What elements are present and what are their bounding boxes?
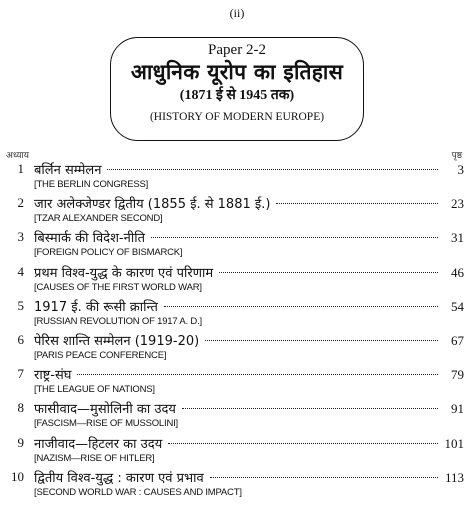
book-title-hindi: आधुनिक यूरोप का इतिहास	[130, 60, 344, 84]
chapter-subtitle: [TZAR ALEXANDER SECOND]	[34, 213, 163, 225]
chapter-number: 2	[17, 195, 24, 211]
chapter-number: 1	[17, 161, 24, 176]
page-ref: 23	[451, 196, 464, 212]
page-ref: 113	[444, 469, 464, 485]
chapter-subtitle: [FASCISM—RISE OF MUSSOLINI]	[34, 418, 178, 430]
chapter-subtitle: [THE BERLIN CONGRESS]	[34, 179, 149, 190]
dot-leader	[151, 237, 438, 238]
period-years: (1871 ई से 1945 तक)	[179, 88, 295, 103]
page-ref: 67	[451, 332, 464, 348]
page-ref: 54	[451, 298, 464, 314]
toc-entry[interactable]	[0, 365, 474, 399]
chapter-title: बिस्मार्क की विदेश-नीति	[34, 231, 145, 247]
chapter-subtitle: [PARIS PEACE CONFERENCE]	[34, 349, 167, 361]
toc-entry[interactable]	[0, 228, 474, 262]
toc-entry[interactable]	[0, 468, 474, 502]
chapter-number: 8	[17, 400, 24, 416]
page-ref: 91	[451, 401, 464, 417]
dot-leader	[182, 408, 438, 409]
page-column-header: पृष्ठ	[451, 151, 462, 161]
chapter-subtitle: [NAZISM—RISE OF HITLER]	[34, 452, 155, 464]
chapter-title: बर्लिन सम्मेलन	[34, 163, 102, 178]
chapter-number: 4	[17, 263, 24, 279]
chapter-title: प्रथम विश्व-युद्ध के कारण एवं परिणाम	[34, 265, 214, 281]
table-of-contents	[0, 160, 474, 502]
page-ref: 79	[451, 367, 464, 383]
book-title-english: (HISTORY OF MODERN EUROPE)	[149, 111, 325, 123]
chapter-title: फासीवाद—मुसोलिनी का उदय	[34, 402, 176, 418]
chapter-title: 1917 ई. की रूसी क्रान्ति	[34, 299, 158, 315]
dot-leader	[107, 169, 438, 170]
chapter-number: 10	[11, 468, 24, 484]
toc-entry[interactable]	[0, 331, 474, 365]
chapter-number: 5	[17, 297, 24, 313]
chapter-subtitle: [THE LEAGUE OF NATIONS]	[34, 384, 155, 396]
toc-entry[interactable]	[0, 160, 474, 194]
dot-leader	[168, 443, 438, 444]
page-ref: 46	[451, 264, 464, 280]
chapter-subtitle: [CAUSES OF THE FIRST WORLD WAR]	[34, 281, 202, 293]
page-ref: 31	[451, 230, 464, 246]
toc-entry[interactable]	[0, 194, 474, 228]
chapter-column-header: अध्याय	[6, 151, 30, 161]
chapter-number: 9	[17, 434, 24, 450]
dot-leader	[164, 306, 438, 307]
page-number: (ii)	[229, 6, 245, 20]
dot-leader	[205, 340, 438, 341]
chapter-title: नाजीवाद—हिटलर का उदय	[34, 436, 163, 452]
chapter-number: 7	[17, 366, 24, 382]
toc-entry[interactable]	[0, 434, 474, 468]
chapter-title: पेरिस शान्ति सम्मेलन (1919-20)	[34, 333, 200, 349]
dot-leader	[276, 203, 438, 204]
chapter-number: 6	[17, 331, 24, 347]
dot-leader	[219, 272, 438, 273]
chapter-title: राष्ट्र-संघ	[34, 368, 72, 384]
dot-leader	[210, 477, 438, 478]
toc-entry[interactable]	[0, 297, 474, 331]
dot-leader	[77, 374, 438, 375]
title-box	[110, 37, 364, 141]
chapter-number: 3	[17, 229, 24, 245]
toc-entry[interactable]	[0, 263, 474, 297]
chapter-title: द्वितीय विश्व-युद्ध : कारण एवं प्रभाव	[34, 470, 204, 486]
toc-entry[interactable]	[0, 399, 474, 433]
chapter-subtitle: [RUSSIAN REVOLUTION OF 1917 A. D.]	[34, 315, 202, 327]
page-ref: 101	[444, 435, 464, 451]
paper-label: Paper 2-2	[208, 42, 266, 58]
chapter-subtitle: [FOREIGN POLICY OF BISMARCK]	[34, 247, 183, 259]
page-ref: 3	[457, 162, 464, 177]
chapter-title: जार अलेक्जेण्डर द्वितीय (1855 ई. से 1881 ई.)	[34, 197, 271, 213]
chapter-subtitle: [SECOND WORLD WAR : CAUSES AND IMPACT]	[34, 486, 242, 498]
